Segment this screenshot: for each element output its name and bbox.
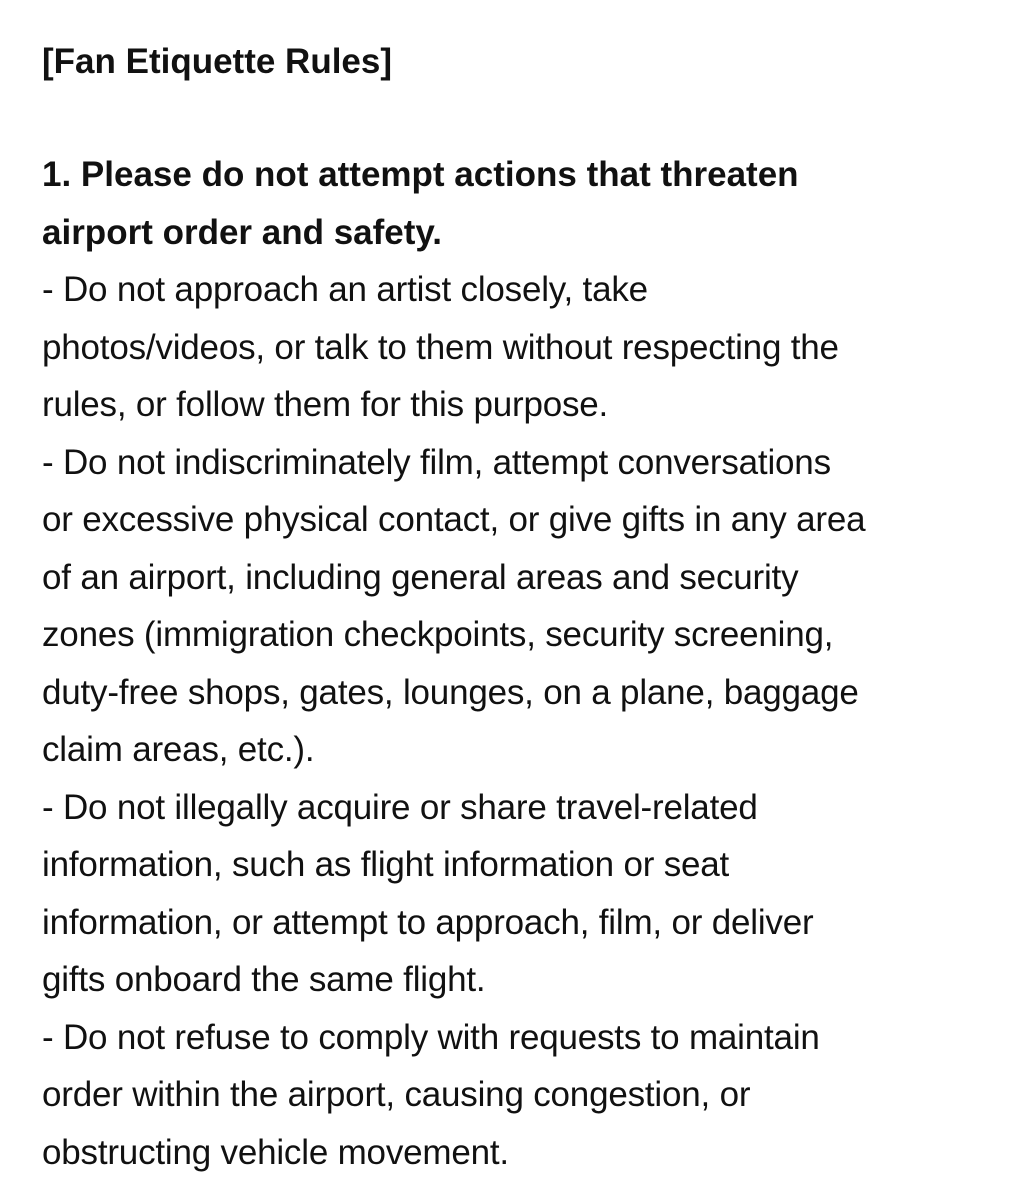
bullet-line: - Do not illegally acquire or share travel-related xyxy=(42,787,758,827)
bullet-line: information, such as flight information or seat xyxy=(42,845,730,884)
document-title: [Fan Etiquette Rules] xyxy=(42,42,393,81)
rule-heading-line: airport order and safety. xyxy=(42,212,443,252)
bullet-line: zones (immigration checkpoints, security screening, xyxy=(42,615,834,654)
bullet-line: duty-free shops, gates, lounges, on a plane, baggage xyxy=(42,672,859,712)
bullet-line: rules, or follow them for this purpose. xyxy=(42,385,609,424)
bullet-line: gifts onboard the same flight. xyxy=(42,960,486,999)
rule-bullet-filming xyxy=(42,434,1002,779)
bullet-line: order within the airport, causing congestion, or xyxy=(42,1075,751,1114)
bullet-line: of an airport, including general areas and security xyxy=(42,557,799,597)
rule-section-1 xyxy=(42,146,1002,1181)
bullet-line: claim areas, etc.). xyxy=(42,730,315,769)
bullet-line: obstructing vehicle movement. xyxy=(42,1132,509,1172)
bullet-line: information, or attempt to approach, film, or deliver xyxy=(42,902,814,942)
bullet-line: - Do not indiscriminately film, attempt conversations xyxy=(42,442,831,482)
rule-bullet-order xyxy=(42,1009,1002,1182)
rule-bullet-approach xyxy=(42,261,1002,434)
bullet-line: - Do not approach an artist closely, take xyxy=(42,270,648,309)
bullet-line: - Do not refuse to comply with requests to maintain xyxy=(42,1017,820,1057)
rule-heading xyxy=(42,146,1002,261)
bullet-line: or excessive physical contact, or give gifts in any area xyxy=(42,500,866,539)
rule-heading-line: 1. Please do not attempt actions that threaten xyxy=(42,155,799,194)
bullet-line: photos/videos, or talk to them without respecting the xyxy=(42,327,839,367)
rule-bullet-travel-info xyxy=(42,779,1002,1009)
